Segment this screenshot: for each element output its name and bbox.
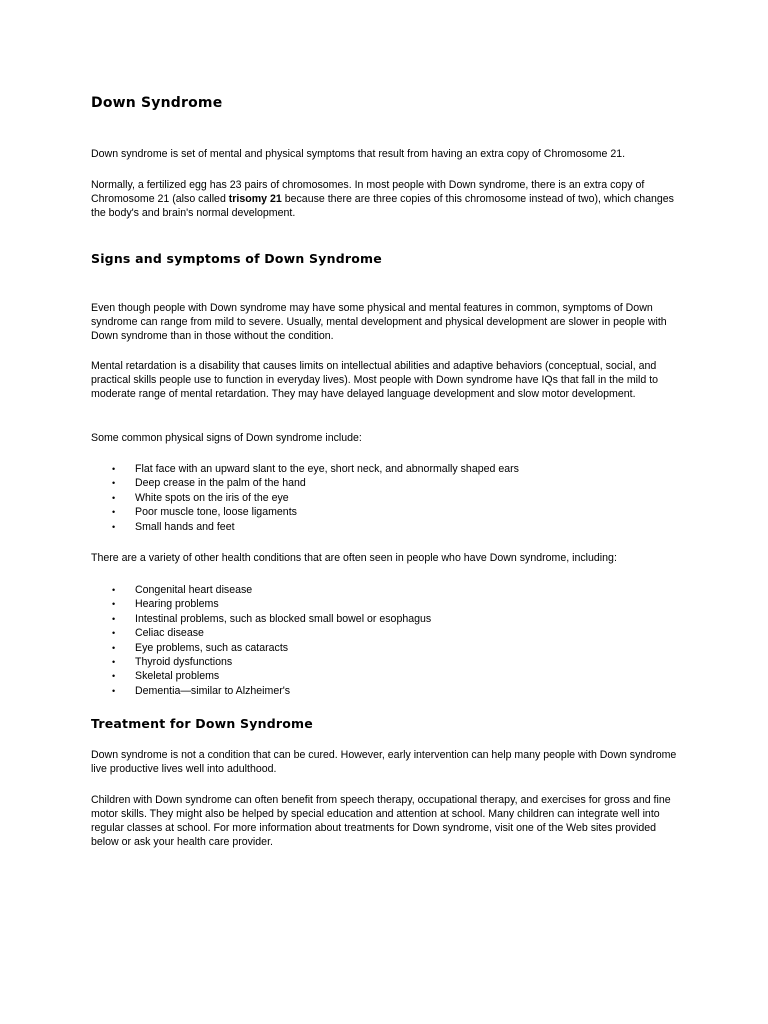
bullet-icon: • bbox=[112, 671, 116, 682]
bullet-icon: • bbox=[112, 464, 116, 474]
signs-paragraph-2: Mental retardation is a disability that causes limits on intellectual abilities and adaptive behaviors (conceptual, social, and practical skills people use to function in everyday lives). Most people with Down syndrome have IQs that fall in the mild to moderate range of mental retardation. They may have delayed language development and slow motor development. bbox=[91, 360, 659, 400]
list-item bbox=[91, 476, 651, 490]
bullet-icon: • bbox=[112, 628, 116, 639]
list-item bbox=[91, 669, 651, 683]
intro-paragraph-2 bbox=[91, 179, 681, 221]
list-item-text: Celiac disease bbox=[135, 627, 204, 640]
list-item bbox=[91, 491, 651, 505]
bullet-icon: • bbox=[112, 478, 116, 489]
health-conditions-intro: There are a variety of other health conditions that are often seen in people who have Down syndrome, including: bbox=[91, 552, 617, 564]
list-item-text: Hearing problems bbox=[135, 598, 219, 611]
bullet-icon: • bbox=[112, 585, 116, 595]
intro-paragraph-2-text-b: because there are three copies of this chromosome instead of two), which changes the body's and brain's normal development. bbox=[91, 192, 674, 219]
bullet-icon: • bbox=[112, 521, 116, 532]
list-item-text: White spots on the iris of the eye bbox=[135, 491, 289, 504]
signs-heading: Signs and symptoms of Down Syndrome bbox=[91, 251, 382, 266]
list-item bbox=[91, 520, 651, 534]
list-item-text: Intestinal problems, such as blocked small bowel or esophagus bbox=[135, 612, 432, 625]
physical-signs-list bbox=[91, 462, 651, 534]
intro-paragraph-2-text-a: Normally, a fertilized egg has 23 pairs of chromosomes. In most people with Down syndrome, there is an extra copy of Chromosome 21 (also called bbox=[91, 179, 645, 205]
list-item-text: Poor muscle tone, loose ligaments bbox=[135, 506, 297, 519]
list-item bbox=[91, 684, 651, 698]
list-item bbox=[91, 583, 651, 597]
treatment-paragraph-2: Children with Down syndrome can often benefit from speech therapy, occupational therapy, and exercises for gross and fine motor skills. They might also be helped by special education and attention at school. Many children can integrate well into regular classes at school. For more information about treatments for Down syndrome, visit one of the Web sites provided below or ask your health care provider. bbox=[91, 794, 671, 848]
treatment-paragraph-1: Down syndrome is not a condition that can be cured. However, early intervention can help many people with Down syndrome live productive lives well into adulthood. bbox=[91, 749, 677, 775]
bullet-icon: • bbox=[112, 642, 116, 653]
list-item-text: Thyroid dysfunctions bbox=[135, 656, 233, 669]
list-item-text: Deep crease in the palm of the hand bbox=[135, 477, 306, 490]
treatment-heading: Treatment for Down Syndrome bbox=[91, 716, 313, 731]
list-item bbox=[91, 641, 651, 655]
trisomy-term: trisomy 21 bbox=[228, 192, 282, 205]
health-conditions-list bbox=[91, 583, 651, 698]
physical-signs-intro: Some common physical signs of Down syndrome include: bbox=[91, 432, 362, 444]
list-item bbox=[91, 655, 651, 669]
list-item bbox=[91, 505, 651, 519]
list-item bbox=[91, 597, 651, 611]
bullet-icon: • bbox=[112, 507, 116, 518]
list-item-text: Flat face with an upward slant to the eye, short neck, and abnormally shaped ears bbox=[135, 463, 519, 475]
list-item-text: Congenital heart disease bbox=[135, 584, 253, 596]
bullet-icon: • bbox=[112, 599, 116, 610]
bullet-icon: • bbox=[112, 492, 116, 503]
page-title: Down Syndrome bbox=[91, 95, 223, 111]
list-item bbox=[91, 626, 651, 640]
signs-paragraph-1: Even though people with Down syndrome may have some physical and mental features in common, symptoms of Down syndrome can range from mild to severe. Usually, mental development and physical development are slower in people with Down syndrome than in those without the condition. bbox=[91, 302, 667, 342]
bullet-icon: • bbox=[112, 685, 116, 696]
bullet-icon: • bbox=[112, 613, 116, 624]
list-item-text: Eye problems, such as cataracts bbox=[135, 641, 289, 654]
list-item-text: Small hands and feet bbox=[135, 520, 235, 533]
list-item-text: Dementia—similar to Alzheimer's bbox=[135, 684, 291, 697]
list-item bbox=[91, 462, 651, 476]
intro-paragraph-1: Down syndrome is set of mental and physical symptoms that result from having an extra copy of Chromosome 21. bbox=[91, 148, 626, 160]
list-item-text: Skeletal problems bbox=[135, 670, 220, 683]
list-item bbox=[91, 612, 651, 626]
bullet-icon: • bbox=[112, 657, 116, 668]
